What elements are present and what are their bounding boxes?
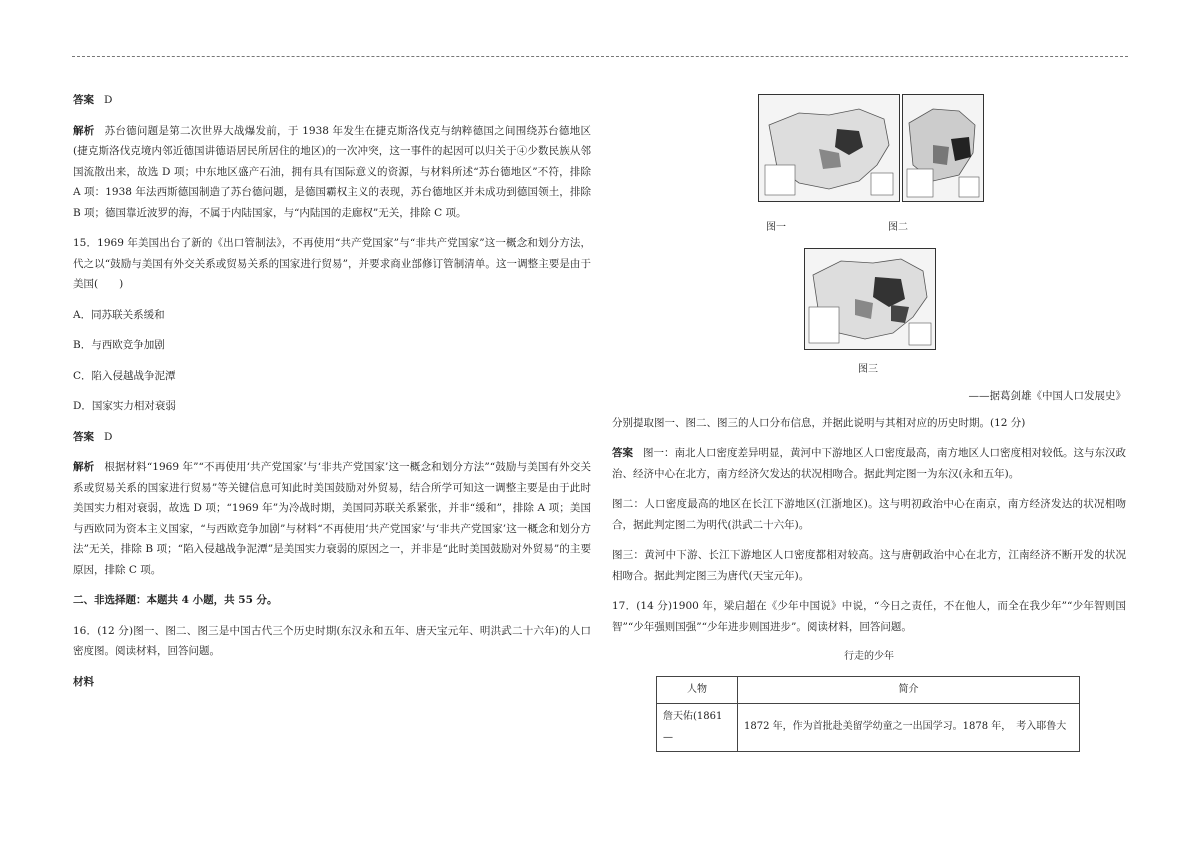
figure-1-caption: 图一 [766,222,786,233]
map-source: ——据葛剑雄《中国人口发展史》 [968,390,1126,402]
map-2-graphic [903,95,983,201]
q15-option-c: C．陷入侵越战争泥潭 [73,369,176,382]
answer-label: 答案 [73,430,94,443]
q16-prompt: 分别提取图一、图二、图三的人口分布信息，并据此说明与其相对应的历史时期。(12 分) [612,416,1026,429]
answer-value: D [104,430,113,443]
population-map-3 [804,248,936,350]
table-header-intro: 简介 [738,676,1080,704]
q16-answer-2: 图二：人口密度最高的地区在长江下游地区(江浙地区)。这与明初政治中心在南京，南方经济发达的状况相吻合，据此判定图二为明代(洪武二十六年)。 [612,498,1126,531]
map-1-graphic [759,95,899,201]
figure-row-bottom [612,240,1126,382]
population-map-2 [902,94,984,202]
q16-stem: 16．(12 分)图一、图二、图三是中国古代三个历史时期(东汉永和五年、唐天宝元年、明洪武二十六年)的人口密度图。阅读材料，回答问题。 [73,624,591,657]
q15-option-b: B．与西欧竞争加剧 [73,339,165,351]
figure-3-caption: 图三 [858,364,878,375]
figure-row-top [612,90,1126,240]
answer-label: 答案 [73,94,94,106]
q15-option-a: A．同苏联关系缓和 [73,308,165,321]
table-header-person: 人物 [657,676,738,704]
population-map-1 [758,94,900,202]
right-column [612,90,1126,752]
table-title: 行走的少年 [844,651,894,662]
analysis-label: 解析 [73,461,95,473]
table-header-row [657,676,1080,704]
q14-answer [73,90,591,111]
answer-text: 图一：南北人口密度差异明显，黄河中下游地区人口密度最高，南方地区人口密度相对较低。这与东汉政治、经济中心在北方，南方经济欠发达的状况相吻合。据此判定图一为东汉(永和五年)。 [612,447,1126,480]
section-title: 二、非选择题：本题共 4 小题，共 55 分。 [73,594,278,606]
table-row [657,704,1080,752]
q16-answer-1 [612,443,1126,484]
analysis-label: 解析 [73,124,95,137]
q15-answer [73,427,591,448]
profile-table [656,676,1080,753]
answer-value: D [104,94,113,106]
table-cell-person: 詹天佑(1861— [657,704,738,752]
table-cell-intro: 1872 年，作为首批赴美留学幼童之一出国学习。1878 年， 考入耶鲁大 [738,704,1080,752]
answer-label: 答案 [612,447,633,459]
q16-answer-3: 图三：黄河中下游、长江下游地区人口密度都相对较高。这与唐朝政治中心在北方，江南经济不断开发的状况相吻合。据此判定图三为唐代(天宝元年)。 [612,549,1126,582]
q15-analysis [73,457,591,580]
q15-stem: 15．1969 年美国出台了新的《出口管制法》，不再使用“共产党国家”与“非共产党国家”这一概念和划分方法，代之以“鼓励与美国有外交关系或贸易关系的国家进行贸易”，并要求商业部修订管制清单。这一调整主要是由于美国( ) [73,237,591,290]
analysis-text: 根据材料“1969 年”“不再使用‘共产党国家’与‘非共产党国家’这一概念和划分方法”“鼓励与美国有外交关系或贸易关系的国家进行贸易”等关键信息可知此时美国鼓励对外贸易，结合所学可知这一调整主要是由于此时美国实力相对衰弱，故选 D 项；“1969 年”为冷战时期，美国同苏联关系紧张，并非“缓和”，排除 A 项；美国与西欧同为资本主义国家，“与西欧竞争加剧”与材料“不再使用‘共产党国家’与‘非共产党国家’这一概念和划分方法”无关，排除 B 项；“陷入侵越战争泥潭”是美国实力衰弱的原因之一，并非是“此时美国鼓励对外贸易”的主要原因，排除 C 项。 [73,461,592,576]
material-label: 材料 [73,675,94,688]
q14-analysis [73,121,591,224]
analysis-text: 苏台德问题是第二次世界大战爆发前，于 1938 年发生在捷克斯洛伐克与纳粹德国之间围绕苏台德地区(捷克斯洛伐克境内邻近德国讲德语居民所居住的地区)的一次冲突，这一事件的起因可以归关于④少数民族从邻国流散出来，故选 D 项；中东地区盛产石油，拥有具有国际意义的资源，与材料所述“苏台德地区”不符，排除 A 项：1938 年法西斯德国制造了苏台德问题，是德国霸权主义的表现，苏台德地区并未成功到德国领土，排除 B 项；德国靠近波罗的海，不属于内陆国家，与“内陆国的走廊权”无关，排除 C 项。 [73,124,591,219]
figure-2-caption: 图二 [888,222,908,233]
map-3-graphic [805,249,935,349]
q15-option-d: D．国家实力相对衰弱 [73,400,176,412]
left-column [73,90,591,692]
top-divider [72,56,1128,57]
q17-stem: 17．(14 分)1900 年，梁启超在《少年中国说》中说，“今日之责任，不在他人，而全在我少年”“少年智则国智”“少年强则国强”“少年进步则国进步”。阅读材料，回答问题。 [612,600,1126,633]
